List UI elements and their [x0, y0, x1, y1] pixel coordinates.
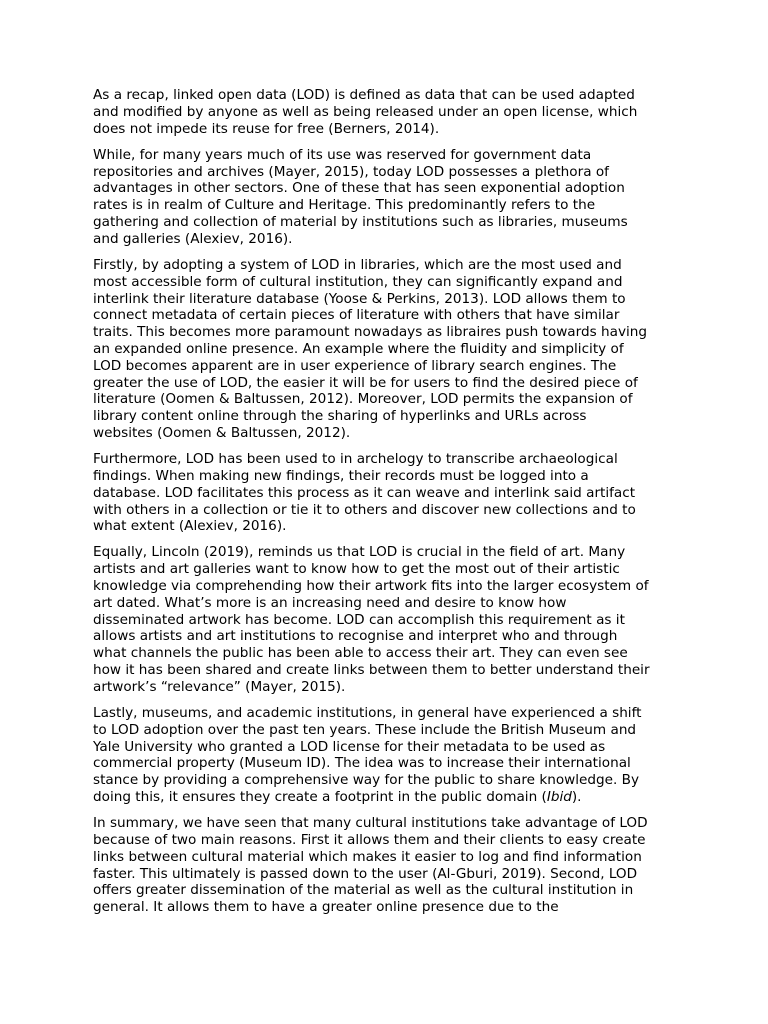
paragraph-libraries: Firstly, by adopting a system of LOD in libraries, which are the most used and most accessible form of cultural institution, they can significantly expand and interlink their literature database (Yoose & Perkins, 2013). LOD allows them to connect metadata of certain pieces of literature with others that have similar traits. This becomes more paramount nowadays as libraires push towards having an expanded online presence. An example where the fluidity and simplicity of LOD becomes apparent are in user experience of library search engines. The greater the use of LOD, the easier it will be for users to find the desired piece of literature (Oomen & Baltussen, 2012). Moreover, LOD permits the expansion of library content online through the sharing of hyperlinks and URLs across websites (Oomen & Baltussen, 2012). [93, 256, 648, 441]
paragraph-summary: In summary, we have seen that many cultural institutions take advantage of LOD because of two main reasons. First it allows them and their clients to easy create links between cultural material which makes it easier to log and find information faster. This ultimately is passed down to the user (Al-Gburi, 2019). Second, LOD offers greater dissemination of the material as well as the cultural institution in general. It allows them to have a greater online presence due to the [93, 815, 648, 916]
paragraph-museums [93, 705, 683, 806]
paragraph-museums-text: Lastly, museums, and academic institutions, in general have experienced a shift to LOD adoption over the past ten years. These include the British Museum and Yale University who granted a LOD license for their metadata to be used as commercial property (Museum ID). The idea was to increase their international stance by providing a comprehensive way for the public to share knowledge. By doing this, it ensures they create a footprint in the public domain ( [93, 705, 642, 806]
paragraph-art: Equally, Lincoln (2019), reminds us that LOD is crucial in the field of art. Many artists and art galleries want to know how to get the most out of their artistic knowledge via comprehending how their artwork fits into the larger ecosystem of art dated. What’s more is an increasing need and desire to know how disseminated artwork has become. LOD can accomplish this requirement as it allows artists and art institutions to recognise and interpret who and through what channels the public has been able to access their art. They can even see how it has been shared and create links between them to better understand their artwork’s “relevance” (Mayer, 2015). [93, 544, 650, 695]
paragraph-lod-sectors: While, for many years much of its use was reserved for government data repositories and archives (Mayer, 2015), today LOD possesses a plethora of advantages in other sectors. One of these that has seen exponential adoption rates is in realm of Culture and Heritage. This predominantly refers to the gathering and collection of material by institutions such as libraries, museums and galleries (Alexiev, 2016). [93, 146, 628, 247]
paragraph-lod-definition: As a recap, linked open data (LOD) is defined as data that can be used adapted and modified by anyone as well as being released under an open license, which does not impede its reuse for free (Berners, 2014). [93, 87, 638, 137]
paragraph-archaeology: Furthermore, LOD has been used to in archelogy to transcribe archaeological findings. When making new findings, their records must be logged into a database. LOD facilitates this process as it can weave and interlink said artifact with others in a collection or tie it to others and discover new collections and to what extent (Alexiev, 2016). [93, 451, 636, 535]
ibid-citation: Ibid [546, 789, 572, 806]
document-body [93, 87, 683, 925]
paragraph-museums-tail: ). [571, 789, 582, 806]
